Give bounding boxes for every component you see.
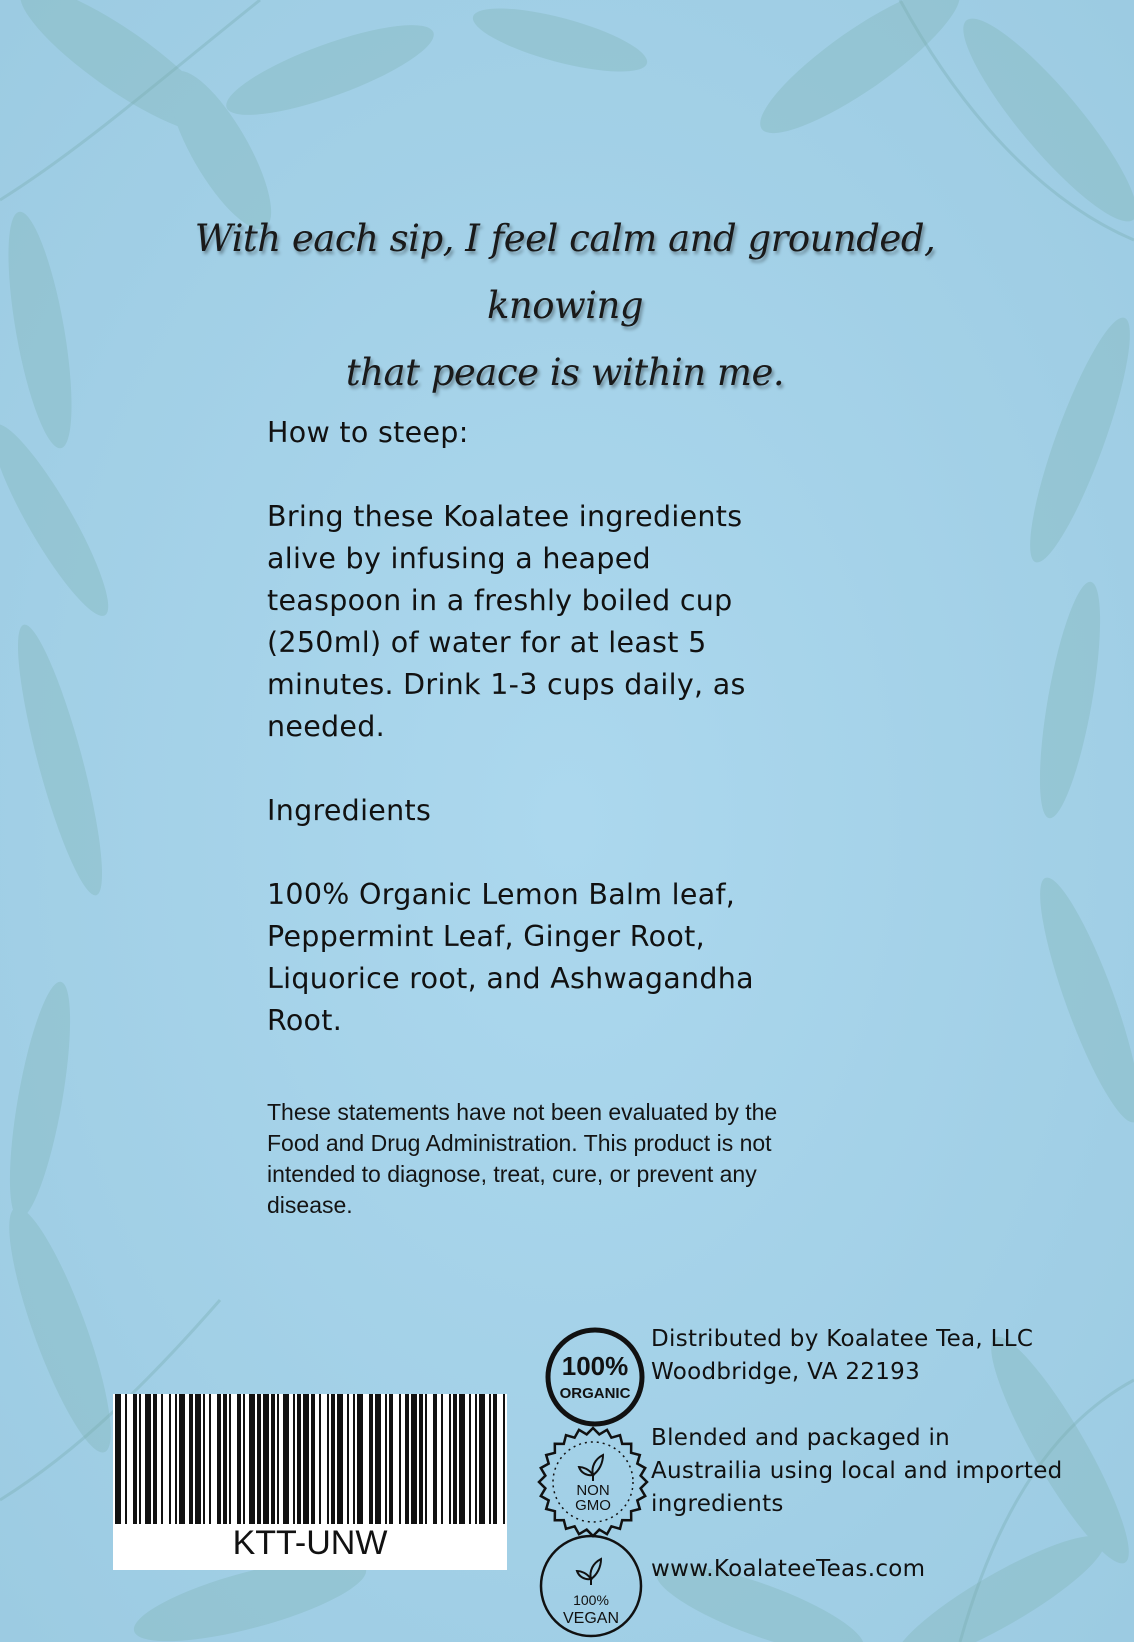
barcode-bar <box>257 1394 261 1524</box>
barcode-bar <box>311 1394 315 1524</box>
website-url: www.KoalateeTeas.com <box>651 1556 926 1582</box>
distributor-address: Woodbridge, VA 22193 <box>651 1359 921 1385</box>
non-gmo-badge-bottom: GMO <box>575 1497 611 1514</box>
ingredients-line: 100% Organic Lemon Balm leaf, <box>267 878 736 911</box>
barcode-bar <box>179 1394 185 1524</box>
barcode-bar <box>369 1394 373 1524</box>
leaf-icon <box>579 1455 603 1481</box>
steep-line: minutes. Drink 1-3 cups daily, as <box>267 668 746 701</box>
organic-badge <box>543 1325 647 1429</box>
barcode-bar <box>153 1394 157 1524</box>
steep-line: Bring these Koalatee ingredients <box>267 500 743 533</box>
blended-line: Austrailia using local and imported <box>651 1458 1063 1484</box>
vegan-badge-bottom: VEGAN <box>562 1610 620 1627</box>
barcode-bar <box>169 1394 171 1524</box>
ingredients-line: Root. <box>267 1004 343 1037</box>
barcode-bar <box>303 1394 309 1524</box>
barcode-bar <box>133 1394 137 1524</box>
barcode-bar <box>249 1394 255 1524</box>
steep-line: alive by infusing a heaped <box>267 542 651 575</box>
barcode-bar <box>115 1394 121 1524</box>
barcode-bar <box>375 1394 381 1524</box>
barcode-bar <box>195 1394 201 1524</box>
barcode-bar <box>469 1394 471 1524</box>
barcode-bar <box>493 1394 497 1524</box>
barcode-bars <box>113 1394 507 1526</box>
barcode-bar <box>399 1394 401 1524</box>
barcode-bar <box>209 1394 211 1524</box>
barcode-bar <box>203 1394 205 1524</box>
disclaimer-line: Food and Drug Administration. This product is not <box>267 1130 772 1156</box>
barcode-bar <box>217 1394 221 1524</box>
website <box>651 1553 1121 1586</box>
barcode-bar <box>145 1394 151 1524</box>
barcode-bar <box>271 1394 275 1524</box>
barcode-bar <box>125 1394 127 1524</box>
barcode-bar <box>327 1394 329 1524</box>
barcode-bar <box>385 1394 387 1524</box>
barcode-bar <box>459 1394 465 1524</box>
barcode-bar <box>411 1394 417 1524</box>
barcode-bar <box>139 1394 141 1524</box>
vegan-badge <box>538 1533 644 1639</box>
barcode-bar <box>475 1394 477 1524</box>
quote <box>150 205 980 406</box>
distributor-name: Distributed by Koalatee Tea, LLC <box>651 1326 1034 1352</box>
barcode-bar <box>223 1394 227 1524</box>
barcode-bar <box>425 1394 427 1524</box>
barcode-bar <box>503 1394 505 1524</box>
steep-line: needed. <box>267 710 386 743</box>
steep-line: (250ml) of water for at least 5 <box>267 626 707 659</box>
vegan-badge-top: 100% <box>573 1592 609 1608</box>
non-gmo-badge <box>536 1425 650 1539</box>
non-gmo-badge-top: NON <box>576 1482 610 1499</box>
disclaimer-line: intended to diagnose, treat, cure, or prevent any <box>267 1161 757 1187</box>
disclaimer-line: disease. <box>267 1192 353 1218</box>
barcode-bar <box>331 1394 335 1524</box>
barcode-bar <box>489 1394 491 1524</box>
barcode-bar <box>353 1394 355 1524</box>
instructions <box>267 412 867 1042</box>
barcode-bar <box>453 1394 457 1524</box>
barcode-bar <box>229 1394 231 1524</box>
ingredients-line: Peppermint Leaf, Ginger Root, <box>267 920 705 953</box>
barcode-bar <box>449 1394 451 1524</box>
blended-line: ingredients <box>651 1491 784 1517</box>
barcode-bar <box>161 1394 163 1524</box>
barcode-bar <box>441 1394 443 1524</box>
barcode-bar <box>357 1394 363 1524</box>
barcode-code: KTT-UNW <box>232 1524 388 1562</box>
barcode-bar <box>283 1394 289 1524</box>
leaf-icon <box>577 1559 601 1585</box>
quote-line-1: With each sip, I feel calm and grounded, knowing <box>194 217 936 327</box>
ingredients-heading: Ingredients <box>267 794 432 827</box>
barcode-bar <box>175 1394 177 1524</box>
steep-line: teaspoon in a freshly boiled cup <box>267 584 733 617</box>
barcode-bar <box>337 1394 343 1524</box>
distributor-info <box>651 1323 1121 1389</box>
barcode <box>113 1394 507 1570</box>
disclaimer-line: These statements have not been evaluated by the <box>267 1099 778 1125</box>
quote-line-2: that peace is within me. <box>345 351 785 394</box>
barcode-bar <box>347 1394 349 1524</box>
barcode-bar <box>189 1394 193 1524</box>
barcode-bar <box>243 1394 245 1524</box>
blended-info <box>651 1422 1121 1521</box>
barcode-bar <box>433 1394 437 1524</box>
barcode-bar <box>389 1394 393 1524</box>
barcode-bar <box>293 1394 295 1524</box>
barcode-bar <box>479 1394 485 1524</box>
barcode-bar <box>405 1394 409 1524</box>
barcode-bar <box>319 1394 321 1524</box>
organic-badge-bottom: ORGANIC <box>559 1385 631 1402</box>
ingredients-line: Liquorice root, and Ashwagandha <box>267 962 754 995</box>
barcode-bar <box>297 1394 301 1524</box>
fda-disclaimer <box>267 1097 837 1221</box>
barcode-bar <box>419 1394 423 1524</box>
blended-line: Blended and packaged in <box>651 1425 951 1451</box>
steep-heading: How to steep: <box>267 416 469 449</box>
organic-badge-top: 100% <box>561 1351 629 1381</box>
barcode-bar <box>263 1394 269 1524</box>
barcode-bar <box>277 1394 279 1524</box>
barcode-bar <box>237 1394 241 1524</box>
